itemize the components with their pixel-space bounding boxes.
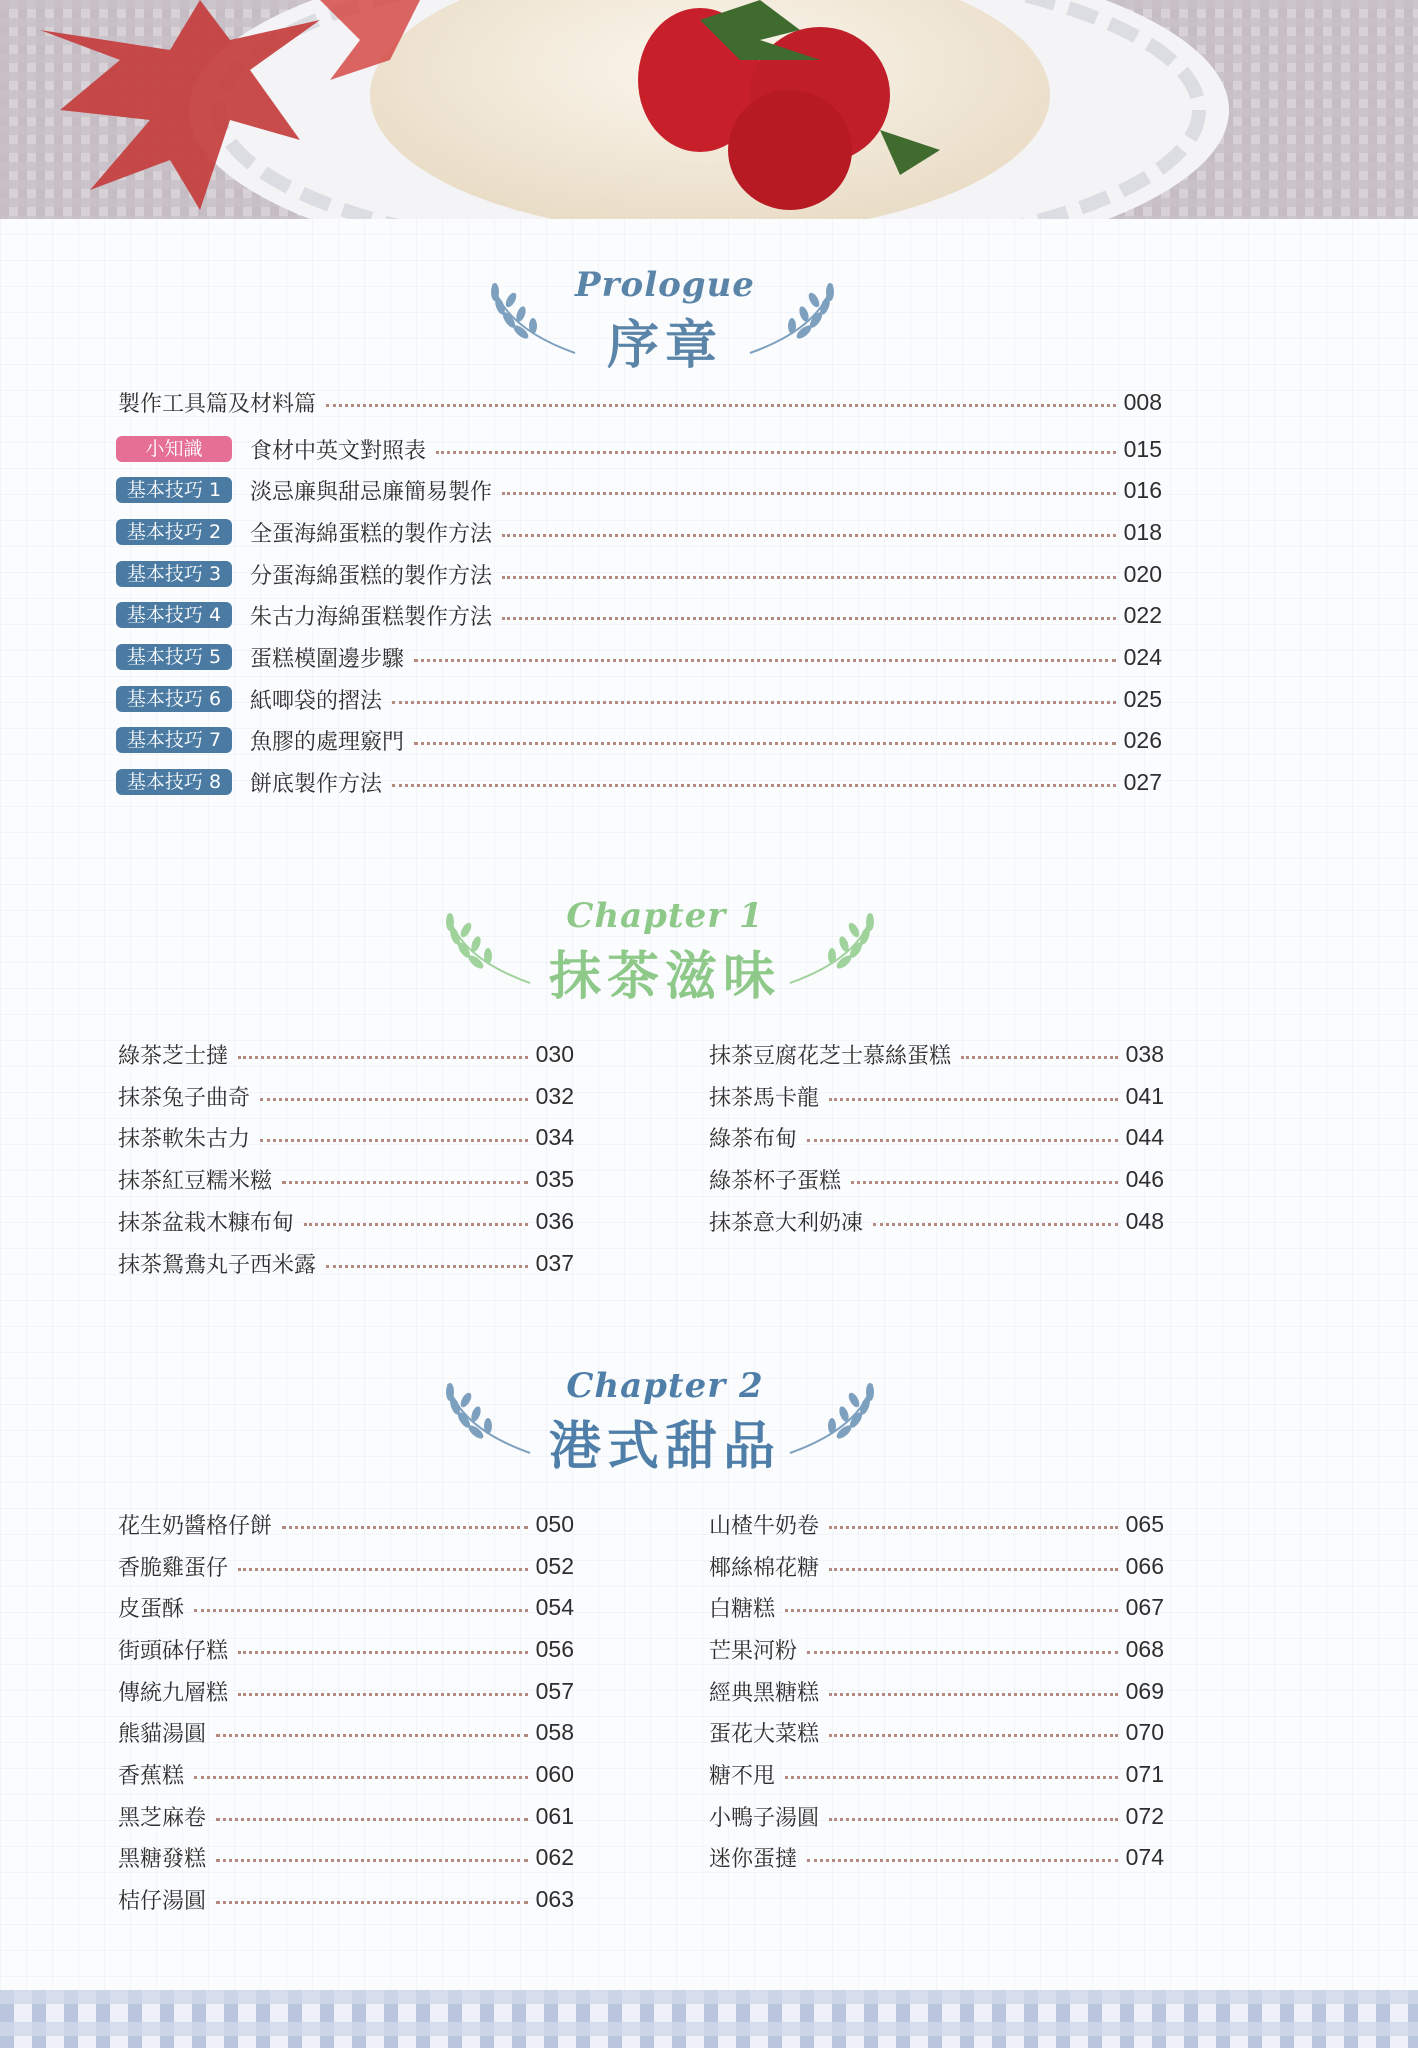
toc-entry-title: 食材中英文對照表 xyxy=(250,438,427,464)
toc-entry-ch2-left-9[interactable] xyxy=(118,1842,574,1872)
toc-entry-page: 061 xyxy=(535,1802,574,1829)
toc-entry-page: 058 xyxy=(535,1718,574,1745)
toc-entry-basic-2[interactable] xyxy=(116,517,1162,547)
badge-basic-skill: 基本技巧 6 xyxy=(116,686,232,712)
toc-entry-title: 香脆雞蛋仔 xyxy=(118,1555,229,1581)
badge-tip: 小知識 xyxy=(116,436,232,462)
dot-leader xyxy=(807,1651,1118,1654)
toc-entry-title: 街頭砵仔糕 xyxy=(118,1638,229,1664)
dot-leader xyxy=(436,451,1116,454)
laurel-right-icon xyxy=(785,1378,880,1458)
dot-leader xyxy=(216,1859,528,1862)
toc-entry-page: 072 xyxy=(1125,1802,1164,1829)
badge-basic-skill: 基本技巧 3 xyxy=(116,561,232,587)
dot-leader xyxy=(238,1568,528,1571)
dot-leader xyxy=(392,701,1116,704)
toc-entry-page: 020 xyxy=(1123,560,1162,587)
toc-entry-title: 花生奶醬格仔餅 xyxy=(118,1513,273,1539)
toc-entry-title: 熊貓湯圓 xyxy=(118,1721,207,1747)
toc-entry-page: 008 xyxy=(1123,388,1162,415)
toc-entry-basic-8[interactable] xyxy=(116,767,1162,797)
chapter2-title: 港式甜品 xyxy=(548,1416,781,1477)
chapter2-script-title: Chapter 2 xyxy=(566,1366,764,1406)
toc-entry-title: 朱古力海綿蛋糕製作方法 xyxy=(250,604,493,630)
dot-leader xyxy=(414,742,1116,745)
toc-entry-basic-6[interactable] xyxy=(116,684,1162,714)
laurel-left-icon xyxy=(440,908,535,988)
toc-entry-title: 餅底製作方法 xyxy=(250,771,383,797)
toc-entry-prologue-main[interactable] xyxy=(118,387,1162,417)
toc-entry-title: 蛋糕模圍邊步驟 xyxy=(250,646,405,672)
dot-leader xyxy=(238,1693,528,1696)
toc-entry-page: 046 xyxy=(1125,1165,1164,1192)
badge-basic-skill: 基本技巧 2 xyxy=(116,519,232,545)
toc-entry-page: 027 xyxy=(1123,768,1162,795)
dot-leader xyxy=(216,1901,528,1904)
toc-entry-title: 黑芝麻卷 xyxy=(118,1805,207,1831)
toc-entry-title: 抹茶盆栽木糠布甸 xyxy=(118,1210,295,1236)
prologue-script-title: Prologue xyxy=(575,265,755,305)
toc-entry-title: 山楂牛奶卷 xyxy=(709,1513,820,1539)
toc-entry-ch2-left-8[interactable] xyxy=(118,1801,574,1831)
toc-entry-page: 022 xyxy=(1123,601,1162,628)
dot-leader xyxy=(873,1223,1118,1226)
dot-leader xyxy=(238,1056,528,1059)
dot-leader xyxy=(785,1776,1118,1779)
toc-entry-page: 032 xyxy=(535,1082,574,1109)
toc-entry-title: 分蛋海綿蛋糕的製作方法 xyxy=(250,563,493,589)
toc-entry-page: 062 xyxy=(535,1843,574,1870)
toc-entry-page: 036 xyxy=(535,1207,574,1234)
toc-entry-title: 抹茶紅豆糯米糍 xyxy=(118,1168,273,1194)
dot-leader xyxy=(304,1223,528,1226)
toc-entry-title: 椰絲棉花糖 xyxy=(709,1555,820,1581)
dot-leader xyxy=(961,1056,1118,1059)
toc-entry-title: 抹茶馬卡龍 xyxy=(709,1085,820,1111)
toc-entry-page: 038 xyxy=(1125,1040,1164,1067)
toc-entry-page: 067 xyxy=(1125,1593,1164,1620)
dot-leader xyxy=(829,1693,1118,1696)
chapter1-script-title: Chapter 1 xyxy=(566,896,764,936)
dot-leader xyxy=(216,1818,528,1821)
toc-entry-ch1-right-1[interactable] xyxy=(709,1039,1164,1069)
badge-basic-skill: 基本技巧 1 xyxy=(116,477,232,503)
toc-entry-page: 041 xyxy=(1125,1082,1164,1109)
laurel-right-icon xyxy=(785,908,880,988)
dot-leader xyxy=(829,1818,1118,1821)
dot-leader xyxy=(194,1776,528,1779)
dot-leader xyxy=(414,659,1116,662)
toc-entry-ch2-left-5[interactable] xyxy=(118,1676,574,1706)
toc-entry-ch2-right-6[interactable] xyxy=(709,1717,1164,1747)
toc-entry-title: 白糖糕 xyxy=(709,1596,776,1622)
badge-basic-skill: 基本技巧 4 xyxy=(116,602,232,628)
dot-leader xyxy=(851,1181,1118,1184)
dot-leader xyxy=(282,1526,528,1529)
toc-entry-page: 056 xyxy=(535,1635,574,1662)
dot-leader xyxy=(392,784,1116,787)
toc-entry-ch2-left-6[interactable] xyxy=(118,1717,574,1747)
dot-leader xyxy=(216,1734,528,1737)
toc-entry-title: 蛋花大菜糕 xyxy=(709,1721,820,1747)
toc-entry-title: 抹茶豆腐花芝士慕絲蛋糕 xyxy=(709,1043,952,1069)
toc-entry-ch2-left-1[interactable] xyxy=(118,1509,574,1539)
laurel-left-icon xyxy=(485,278,580,358)
toc-entry-page: 025 xyxy=(1123,685,1162,712)
badge-basic-skill: 基本技巧 5 xyxy=(116,644,232,670)
toc-entry-title: 紙唧袋的摺法 xyxy=(250,688,383,714)
toc-entry-page: 060 xyxy=(535,1760,574,1787)
toc-entry-ch2-right-9[interactable] xyxy=(709,1842,1164,1872)
toc-entry-title: 製作工具篇及材料篇 xyxy=(118,391,317,417)
toc-entry-page: 044 xyxy=(1125,1123,1164,1150)
header-photo xyxy=(0,0,1418,219)
dot-leader xyxy=(260,1098,528,1101)
toc-entry-ch1-left-1[interactable] xyxy=(118,1039,574,1069)
toc-entry-basic-1[interactable] xyxy=(116,475,1162,505)
laurel-left-icon xyxy=(440,1378,535,1458)
toc-entry-ch2-right-7[interactable] xyxy=(709,1759,1164,1789)
dot-leader xyxy=(502,576,1116,579)
toc-entry-page: 034 xyxy=(535,1123,574,1150)
dot-leader xyxy=(326,404,1116,407)
dot-leader xyxy=(829,1098,1118,1101)
dot-leader xyxy=(829,1568,1118,1571)
toc-entry-page: 074 xyxy=(1125,1843,1164,1870)
toc-entry-page: 050 xyxy=(535,1510,574,1537)
toc-entry-page: 069 xyxy=(1125,1677,1164,1704)
toc-entry-ch1-left-5[interactable] xyxy=(118,1206,574,1236)
toc-entry-ch1-left-3[interactable] xyxy=(118,1122,574,1152)
toc-entry-title: 魚膠的處理竅門 xyxy=(250,729,405,755)
toc-entry-title: 綠茶布甸 xyxy=(709,1126,798,1152)
toc-entry-title: 糖不甩 xyxy=(709,1763,776,1789)
toc-entry-ch1-right-4[interactable] xyxy=(709,1164,1164,1194)
toc-entry-title: 黑糖發糕 xyxy=(118,1846,207,1872)
toc-entry-title: 桔仔湯圓 xyxy=(118,1888,207,1914)
toc-entry-ch1-right-5[interactable] xyxy=(709,1206,1164,1236)
toc-entry-page: 035 xyxy=(535,1165,574,1192)
toc-entry-page: 037 xyxy=(535,1249,574,1276)
toc-entry-ch2-left-2[interactable] xyxy=(118,1551,574,1581)
toc-entry-page: 063 xyxy=(535,1885,574,1912)
toc-entry-ch2-left-7[interactable] xyxy=(118,1759,574,1789)
toc-entry-page: 024 xyxy=(1123,643,1162,670)
laurel-right-icon xyxy=(745,278,840,358)
toc-entry-ch1-left-6[interactable] xyxy=(118,1248,574,1278)
toc-entry-ch2-left-4[interactable] xyxy=(118,1634,574,1664)
toc-entry-ch1-right-2[interactable] xyxy=(709,1081,1164,1111)
toc-entry-title: 經典黑糖糕 xyxy=(709,1680,820,1706)
toc-entry-page: 052 xyxy=(535,1552,574,1579)
toc-entry-ch2-right-2[interactable] xyxy=(709,1551,1164,1581)
toc-entry-page: 065 xyxy=(1125,1510,1164,1537)
toc-entry-title: 抹茶意大利奶凍 xyxy=(709,1210,864,1236)
toc-entry-page: 026 xyxy=(1123,726,1162,753)
toc-entry-page: 057 xyxy=(535,1677,574,1704)
prologue-title: 序章 xyxy=(606,315,723,376)
toc-entry-basic-4[interactable] xyxy=(116,600,1162,630)
dot-leader xyxy=(282,1181,528,1184)
toc-entry-page: 015 xyxy=(1123,435,1162,462)
toc-entry-title: 綠茶杯子蛋糕 xyxy=(709,1168,842,1194)
toc-entry-title: 淡忌廉與甜忌廉簡易製作 xyxy=(250,479,493,505)
toc-entry-ch2-right-8[interactable] xyxy=(709,1801,1164,1831)
dot-leader xyxy=(326,1265,528,1268)
strawberry-cake-image xyxy=(0,0,1418,219)
toc-entry-title: 抹茶鴛鴦丸子西米露 xyxy=(118,1252,317,1278)
dot-leader xyxy=(807,1139,1118,1142)
dot-leader xyxy=(502,492,1116,495)
toc-entry-ch1-left-2[interactable] xyxy=(118,1081,574,1111)
toc-entry-title: 綠茶芝士撻 xyxy=(118,1043,229,1069)
toc-entry-title: 全蛋海綿蛋糕的製作方法 xyxy=(250,521,493,547)
toc-entry-page: 054 xyxy=(535,1593,574,1620)
toc-entry-ch2-right-4[interactable] xyxy=(709,1634,1164,1664)
dot-leader xyxy=(785,1609,1118,1612)
toc-entry-ch2-right-3[interactable] xyxy=(709,1592,1164,1622)
toc-entry-ch2-left-10[interactable] xyxy=(118,1884,574,1914)
toc-entry-page: 070 xyxy=(1125,1718,1164,1745)
toc-entry-page: 071 xyxy=(1125,1760,1164,1787)
toc-entry-tip[interactable] xyxy=(116,434,1162,464)
toc-entry-title: 皮蛋酥 xyxy=(118,1596,185,1622)
badge-basic-skill: 基本技巧 8 xyxy=(116,769,232,795)
toc-entry-title: 抹茶兔子曲奇 xyxy=(118,1085,251,1111)
badge-basic-skill: 基本技巧 7 xyxy=(116,727,232,753)
toc-entry-title: 傳統九層糕 xyxy=(118,1680,229,1706)
toc-entry-basic-3[interactable] xyxy=(116,559,1162,589)
toc-entry-ch1-left-4[interactable] xyxy=(118,1164,574,1194)
footer-gingham-border xyxy=(0,1990,1418,2048)
toc-entry-page: 068 xyxy=(1125,1635,1164,1662)
dot-leader xyxy=(194,1609,528,1612)
toc-entry-ch2-right-5[interactable] xyxy=(709,1676,1164,1706)
dot-leader xyxy=(502,617,1116,620)
dot-leader xyxy=(829,1734,1118,1737)
toc-entry-ch2-right-1[interactable] xyxy=(709,1509,1164,1539)
toc-entry-page: 016 xyxy=(1123,476,1162,503)
toc-entry-ch1-right-3[interactable] xyxy=(709,1122,1164,1152)
toc-entry-title: 迷你蛋撻 xyxy=(709,1846,798,1872)
toc-entry-basic-7[interactable] xyxy=(116,725,1162,755)
dot-leader xyxy=(502,534,1116,537)
dot-leader xyxy=(238,1651,528,1654)
toc-entry-page: 048 xyxy=(1125,1207,1164,1234)
toc-entry-title: 小鴨子湯圓 xyxy=(709,1805,820,1831)
toc-entry-page: 066 xyxy=(1125,1552,1164,1579)
toc-entry-page: 018 xyxy=(1123,518,1162,545)
dot-leader xyxy=(260,1139,528,1142)
toc-entry-title: 香蕉糕 xyxy=(118,1763,185,1789)
toc-entry-page: 030 xyxy=(535,1040,574,1067)
dot-leader xyxy=(807,1859,1118,1862)
toc-entry-ch2-left-3[interactable] xyxy=(118,1592,574,1622)
toc-entry-title: 芒果河粉 xyxy=(709,1638,798,1664)
toc-entry-basic-5[interactable] xyxy=(116,642,1162,672)
toc-entry-title: 抹茶軟朱古力 xyxy=(118,1126,251,1152)
dot-leader xyxy=(829,1526,1118,1529)
chapter1-title: 抹茶滋味 xyxy=(548,946,781,1007)
